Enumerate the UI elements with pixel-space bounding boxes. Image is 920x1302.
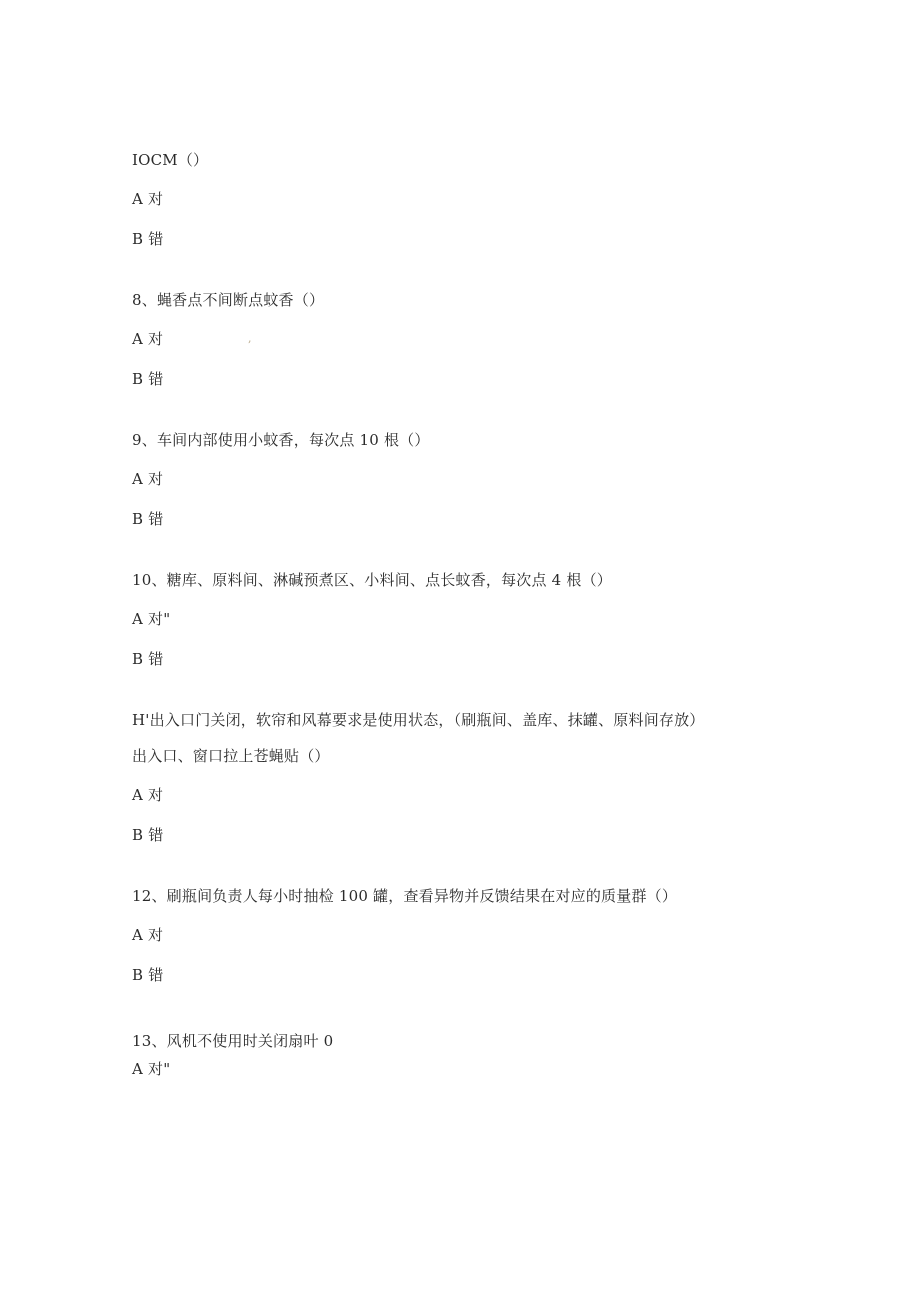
question-8-option-b: B 错 — [132, 370, 164, 388]
question-7-text: IOCM（） — [132, 151, 209, 169]
question-11-option-a: A 对 — [132, 786, 164, 804]
question-8-text: 8、蝇香点不间断点蚊香（） — [132, 291, 325, 309]
question-9-text: 9、车间内部使用小蚊香，每次点 10 根（） — [132, 431, 430, 449]
question-7-option-a: A 对 — [132, 190, 164, 208]
question-12-option-b: B 错 — [132, 966, 164, 984]
question-8-option-a: A 对 — [132, 330, 164, 348]
question-12-text: 12、刷瓶间负责人每小时抽检 100 罐，查看异物并反馈结果在对应的质量群（） — [132, 887, 678, 905]
question-12-option-a: A 对 — [132, 926, 164, 944]
question-13-option-a: A 对" — [132, 1060, 171, 1078]
question-10-option-b: B 错 — [132, 650, 164, 668]
stray-mark: , — [248, 332, 252, 345]
question-11-text-line-2: 出入口、窗口拉上苍蝇贴（） — [132, 747, 330, 765]
question-13-text: 13、风机不使用时关闭扇叶 0 — [132, 1032, 334, 1050]
question-9-option-b: B 错 — [132, 510, 164, 528]
question-9-option-a: A 对 — [132, 470, 164, 488]
question-11-text-line-1: H'出入口门关闭，软帘和风幕要求是使用状态，（刷瓶间、盖库、抹罐、原料间存放） — [132, 711, 705, 729]
question-7-option-b: B 错 — [132, 230, 164, 248]
question-10-option-a: A 对" — [132, 610, 171, 628]
question-10-text: 10、糖库、原料间、淋碱预煮区、小料间、点长蚊香，每次点 4 根（） — [132, 571, 612, 589]
question-11-option-b: B 错 — [132, 826, 164, 844]
